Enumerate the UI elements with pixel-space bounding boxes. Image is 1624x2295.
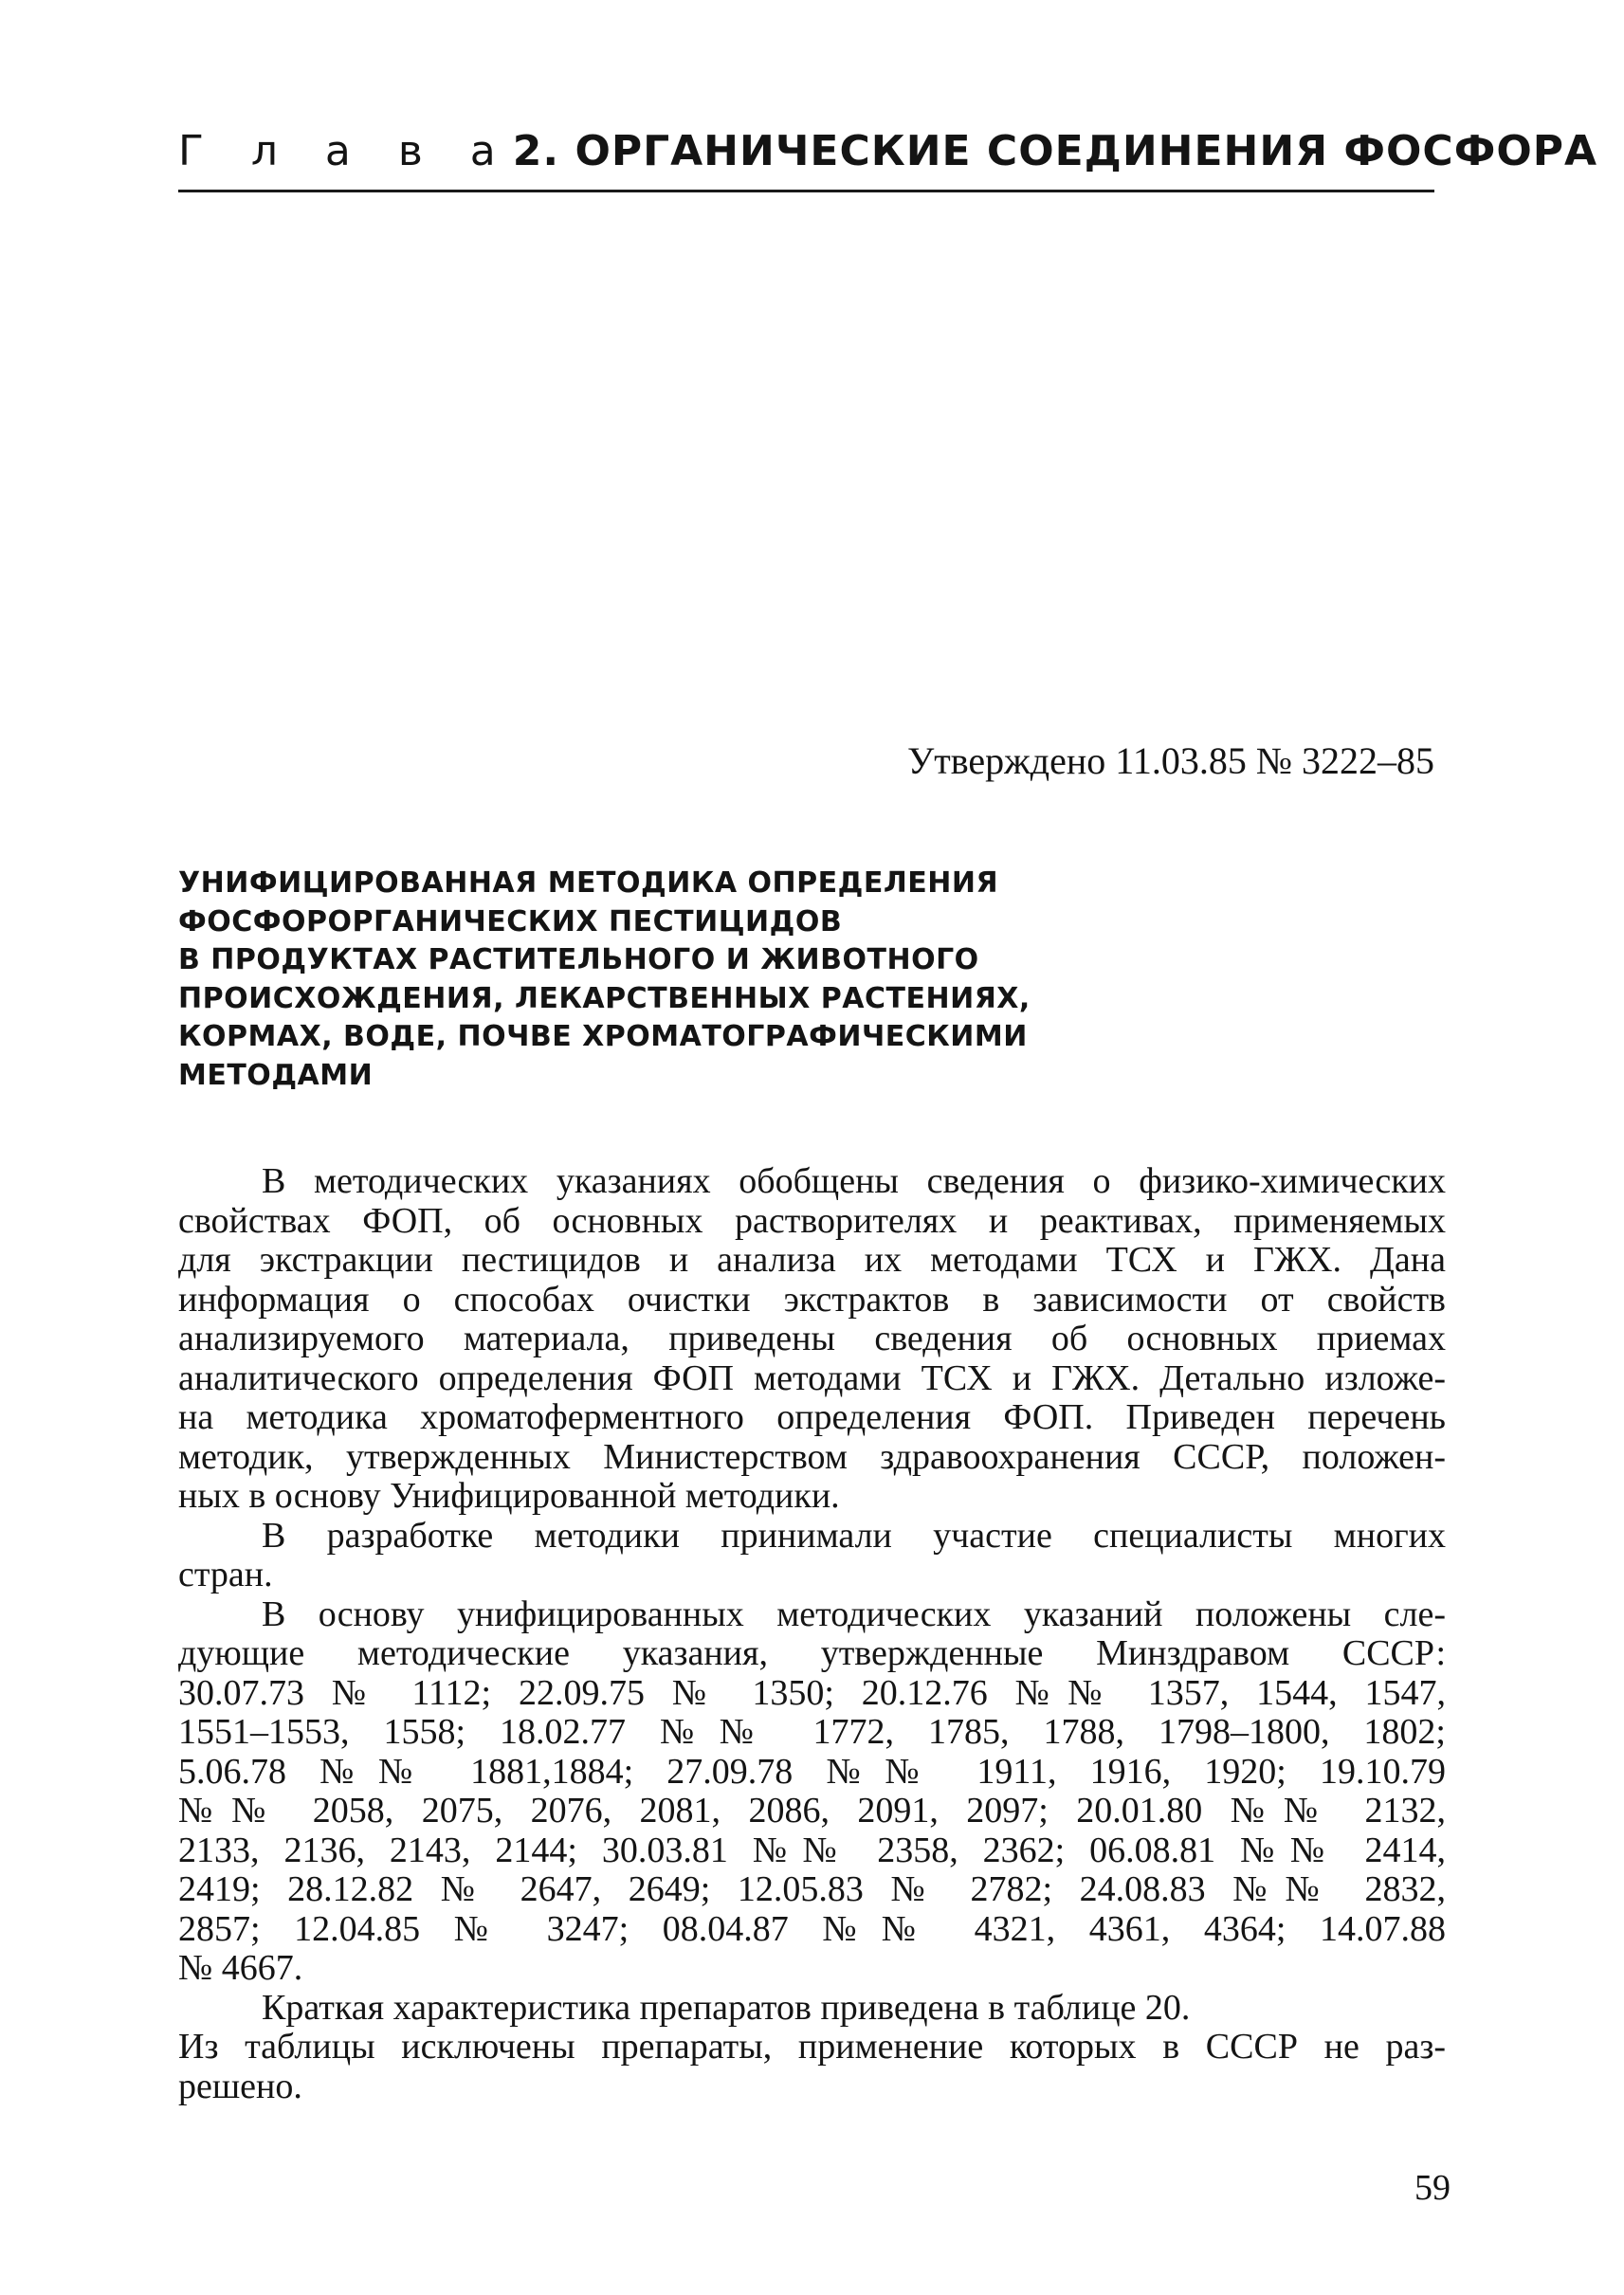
- body-line: 1551–1553, 1558; 18.02.77 №№ 1772, 1785, 1788, 1798–1800, 1802;: [178, 1712, 1446, 1752]
- title-line: УНИФИЦИРОВАННАЯ МЕТОДИКА ОПРЕДЕЛЕНИЯ: [178, 866, 999, 900]
- document-title: [178, 865, 1126, 1095]
- body-line: информация о способах очистки экстрактов в зависимости от свойств: [178, 1279, 1446, 1320]
- body-line: №№ 2058, 2075, 2076, 2081, 2086, 2091, 2097; 20.01.80 №№ 2132,: [178, 1791, 1446, 1831]
- chapter-number: 2.: [512, 127, 560, 175]
- body-line: аналитического определения ФОП методами ТСХ и ГЖХ. Детально изложе-: [178, 1357, 1446, 1398]
- body-line: В основу унифицированных методических указаний положены сле-: [262, 1594, 1446, 1634]
- body-line: Из таблицы исключены препараты, применение которых в СССР не раз-: [178, 2027, 1446, 2067]
- header-rule: [178, 190, 1434, 192]
- body-line: решено.: [178, 2066, 302, 2106]
- body-line: Краткая характеристика препаратов приведена в таблице 20.: [262, 1987, 1191, 2028]
- chapter-label: Г л а в а: [178, 127, 513, 175]
- body-line: 2857; 12.04.85 № 3247; 08.04.87 №№ 4321, 4361, 4364; 14.07.88: [178, 1908, 1446, 1949]
- body-line: В методических указаниях обобщены сведения о физико-химических: [262, 1161, 1446, 1201]
- body-line: 2133, 2136, 2143, 2144; 30.03.81 №№ 2358, 2362; 06.08.81 №№ 2414,: [178, 1830, 1446, 1870]
- chapter-title: ОРГАНИЧЕСКИЕ СОЕДИНЕНИЯ ФОСФОРА: [575, 127, 1598, 175]
- approval-note: Утверждено 11.03.85 № 3222–85: [906, 739, 1434, 782]
- title-line: КОРМАХ, ВОДЕ, ПОЧВЕ ХРОМАТОГРАФИЧЕСКИМИ: [178, 1020, 1028, 1053]
- title-line: ПРОИСХОЖДЕНИЯ, ЛЕКАРСТВЕННЫХ РАСТЕНИЯХ,: [178, 981, 1031, 1015]
- body-line: для экстракции пестицидов и анализа их методами ТСХ и ГЖХ. Дана: [178, 1240, 1446, 1280]
- body-line: свойствах ФОП, об основных растворителях и реактивах, применяемых: [178, 1200, 1446, 1241]
- body-line: 30.07.73 № 1112; 22.09.75 № 1350; 20.12.76 №№ 1357, 1544, 1547,: [178, 1672, 1446, 1713]
- page-number: 59: [1414, 2168, 1451, 2208]
- body-line: методик, утвержденных Министерством здравоохранения СССР, положен-: [178, 1436, 1446, 1477]
- body-line: ных в основу Унифицированной методики.: [178, 1476, 840, 1516]
- body-line: 5.06.78 №№ 1881,1884; 27.09.78 №№ 1911, 1916, 1920; 19.10.79: [178, 1751, 1446, 1792]
- title-line: ФОСФОРОРГАНИЧЕСКИХ ПЕСТИЦИДОВ: [178, 904, 843, 938]
- title-line: МЕТОДАМИ: [178, 1058, 374, 1092]
- body-text: [178, 1162, 1446, 2106]
- chapter-header: [178, 123, 1598, 180]
- body-line: на методика хроматоферментного определения ФОП. Приведен перечень: [178, 1397, 1446, 1437]
- body-line: дующие методические указания, утвержденные Минздравом СССР:: [178, 1633, 1446, 1673]
- body-line: стран.: [178, 1555, 273, 1594]
- body-line: № 4667.: [178, 1948, 303, 1988]
- body-line: 2419; 28.12.82 № 2647, 2649; 12.05.83 № 2782; 24.08.83 №№ 2832,: [178, 1869, 1446, 1909]
- body-line: В разработке методики принимали участие специалисты многих: [262, 1515, 1446, 1556]
- body-line: анализируемого материала, приведены сведения об основных приемах: [178, 1319, 1446, 1358]
- title-line: В ПРОДУКТАХ РАСТИТЕЛЬНОГО И ЖИВОТНОГО: [178, 943, 979, 976]
